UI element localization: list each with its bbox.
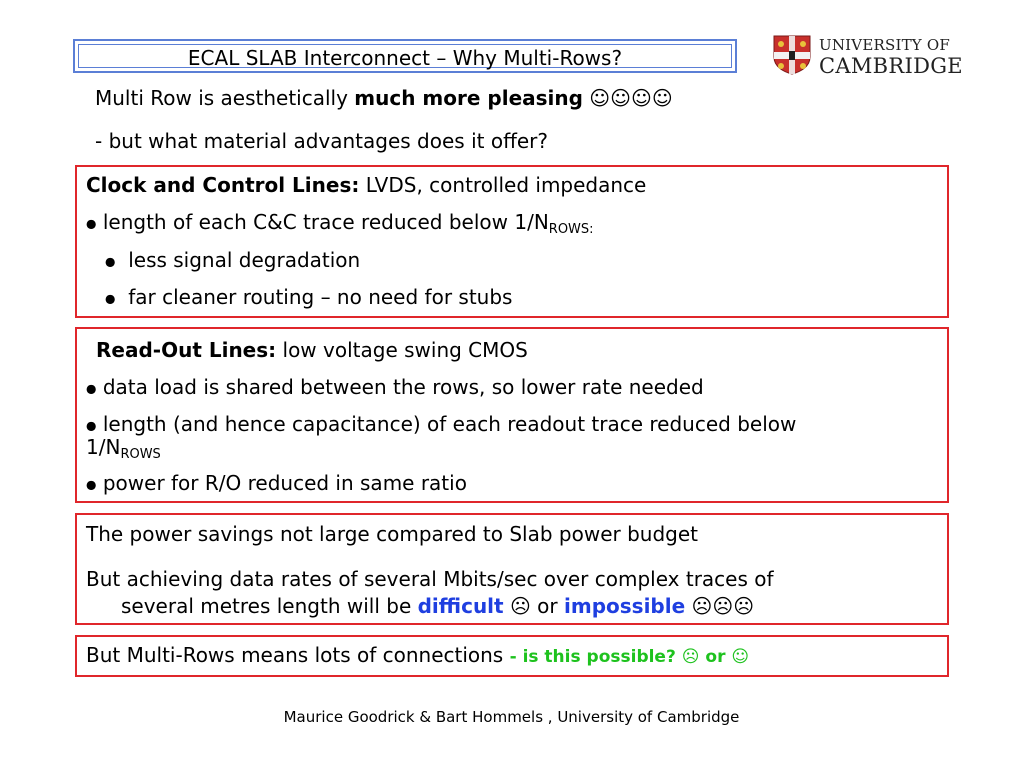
bullet-text: less signal degradation <box>128 248 361 272</box>
read-out-label: Read-Out Lines: <box>96 338 277 362</box>
clock-control-label: Clock and Control Lines: <box>86 173 360 197</box>
clock-control-bullet-2 <box>105 248 360 272</box>
impossible-label: impossible <box>564 594 686 618</box>
title-box <box>73 39 737 73</box>
bullet-text: power for R/O reduced in same ratio <box>102 471 467 495</box>
multi-rows-box <box>75 635 949 677</box>
intro-emphasis: much more pleasing <box>354 86 583 110</box>
bullet-icon: ● <box>105 291 116 306</box>
intro-text: Multi Row is aesthetically <box>95 86 355 110</box>
frown-icons: ☹☹☹ <box>685 594 755 618</box>
frown-icon: ☹ <box>503 594 531 618</box>
bullet-text: 1/N <box>86 435 121 459</box>
cambridge-logo <box>773 35 967 83</box>
subscript-rows: ROWS: <box>548 222 594 237</box>
line-text: But Multi-Rows means lots of connections <box>86 643 510 667</box>
logo-text-university: UNIVERSITY OF <box>819 36 950 54</box>
bullet-icon: ● <box>105 254 116 269</box>
bullet-text: far cleaner routing – no need for stubs <box>128 285 513 309</box>
subscript-rows: ROWS <box>120 447 161 462</box>
possible-question: - is this possible? ☹ or ☺ <box>509 647 750 667</box>
cambridge-crest-icon <box>773 35 811 75</box>
clock-control-bullet-1 <box>86 210 594 237</box>
clock-control-bullet-3 <box>105 285 512 309</box>
clock-control-box <box>75 165 949 318</box>
intro-line-1 <box>95 86 673 110</box>
bullet-text: length of each C&C trace reduced below 1/N <box>102 210 549 234</box>
read-out-bullet-2-cont <box>86 435 161 462</box>
read-out-bullet-2 <box>86 412 796 436</box>
power-savings-line-2: But achieving data rates of several Mbits/sec over complex traces of <box>86 567 774 591</box>
clock-control-desc: LVDS, controlled impedance <box>359 173 647 197</box>
bullet-icon: ● <box>86 477 97 492</box>
read-out-box <box>75 327 949 503</box>
bullet-icon: ● <box>86 381 97 396</box>
power-savings-line-3 <box>121 594 754 618</box>
clock-control-heading <box>86 173 646 197</box>
difficult-label: difficult <box>417 594 504 618</box>
smiley-icons: ☺☺☺☺ <box>582 86 673 110</box>
footer-credit: Maurice Goodrick & Bart Hommels , University of Cambridge <box>283 708 740 726</box>
or-text: or <box>530 594 565 618</box>
read-out-bullet-3 <box>86 471 467 495</box>
intro-line-2: - but what material advantages does it offer? <box>95 129 548 153</box>
logo-text-cambridge: CAMBRIDGE <box>819 54 963 78</box>
bullet-text: length (and hence capacitance) of each readout trace reduced below <box>102 412 797 436</box>
bullet-text: data load is shared between the rows, so lower rate needed <box>102 375 704 399</box>
read-out-desc: low voltage swing CMOS <box>276 338 528 362</box>
slide-title: ECAL SLAB Interconnect – Why Multi-Rows? <box>187 46 623 70</box>
line-text: several metres length will be <box>121 594 418 618</box>
power-savings-box <box>75 513 949 625</box>
power-savings-line-1: The power savings not large compared to Slab power budget <box>86 522 698 546</box>
bullet-icon: ● <box>86 418 97 433</box>
read-out-bullet-1 <box>86 375 704 399</box>
read-out-heading <box>96 338 528 362</box>
bullet-icon: ● <box>86 216 97 231</box>
multi-rows-line <box>86 643 749 667</box>
